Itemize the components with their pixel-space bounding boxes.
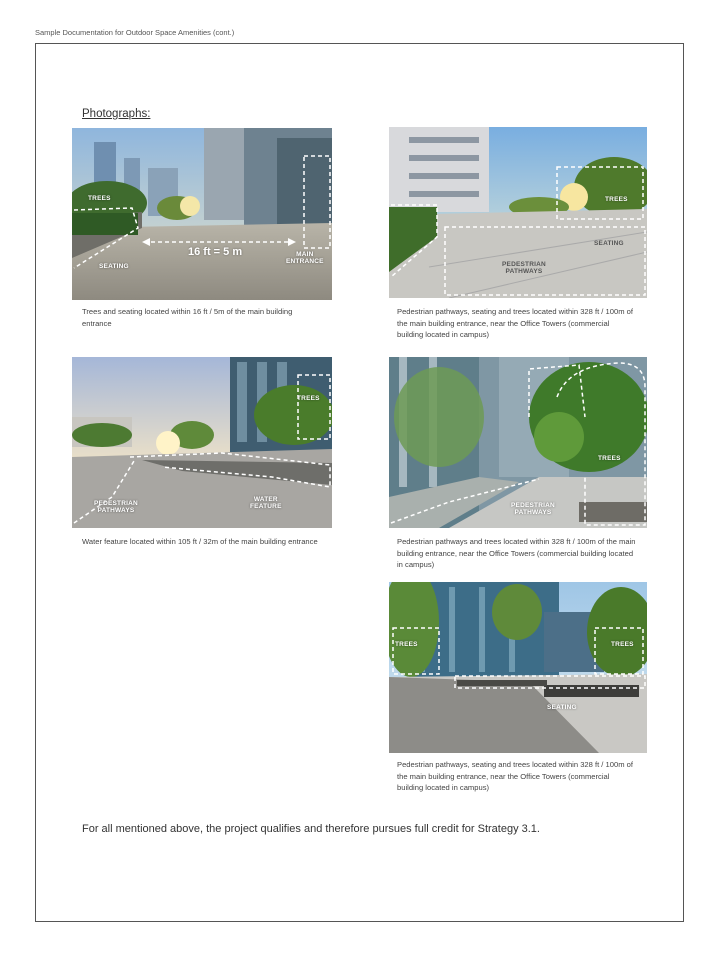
photo-1-caption: Trees and seating located within 16 ft / 5m of the main building entrance [82,307,293,328]
page-header: Sample Documentation for Outdoor Space Amenities (cont.) [35,28,235,37]
label-trees: TREES [297,395,320,402]
label-pedestrian-pathways: PEDESTRIAN PATHWAYS [502,261,546,276]
label-seating: SEATING [99,263,129,270]
photo-5-caption: Pedestrian pathways, seating and trees located within 328 ft / 100m of the main building entrance, near the Office Towers (commercial building located in campus) [397,760,633,792]
label-pedestrian-pathways: PEDESTRIAN PATHWAYS [511,502,555,517]
label-distance: 16 ft = 5 m [188,246,243,258]
photo-5-image [389,582,647,753]
photo-4 [389,357,647,528]
label-trees-left: TREES [395,641,418,648]
label-trees: TREES [598,455,621,462]
label-trees: TREES [88,195,111,202]
conclusion-text: For all mentioned above, the project qualifies and therefore pursues full credit for Strategy 3.1. [82,823,540,835]
photo-1 [72,128,332,300]
label-water-feature: WATER FEATURE [250,496,282,511]
photo-4-caption: Pedestrian pathways and trees located within 328 ft / 100m of the main building entrance, near the Office Towers (commercial building located in campus) [397,537,636,569]
label-main-entrance: MAIN ENTRANCE [286,251,324,266]
label-seating: SEATING [547,704,577,711]
label-trees: TREES [605,196,628,203]
section-title: Photographs: [82,108,151,120]
label-pedestrian-pathways: PEDESTRIAN PATHWAYS [94,500,138,515]
photo-2-caption: Pedestrian pathways, seating and trees located within 328 ft / 100m of the main building entrance, near the Office Towers (commercial building located in campus) [397,307,633,339]
photo-5 [389,582,647,753]
photo-1-image [72,128,332,300]
label-trees-right: TREES [611,641,634,648]
photo-3 [72,357,332,528]
photo-3-caption: Water feature located within 105 ft / 32m of the main building entrance [82,537,318,546]
label-seating: SEATING [594,240,624,247]
photo-2 [389,127,647,298]
